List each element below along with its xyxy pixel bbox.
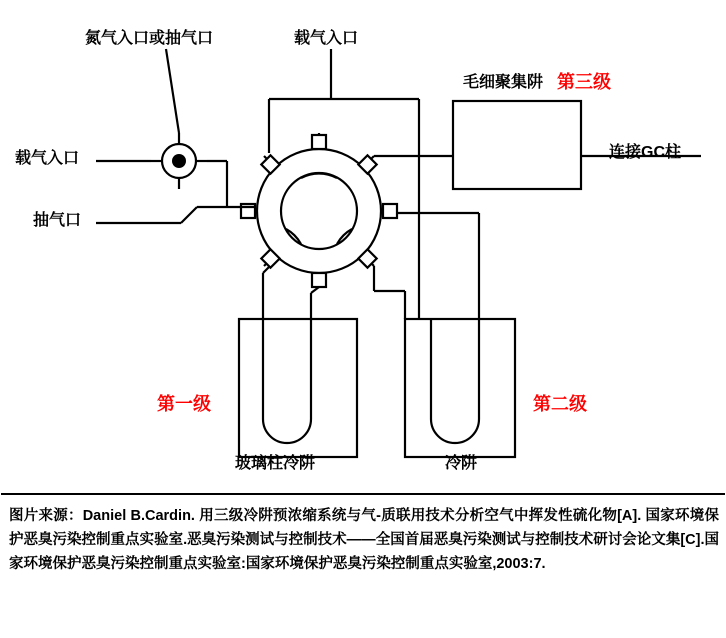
figure-source-caption: [1, 493, 726, 638]
label-gc-column: 连接GC柱: [609, 144, 682, 161]
label-glass-cold-trap: 玻璃柱冷阱: [235, 455, 316, 472]
rotor-arc-right: [337, 229, 352, 244]
label-pump-port: 抽气口: [33, 212, 82, 229]
label-carrier-gas-inlet-top: 载气入口: [294, 30, 359, 47]
selector-valve-hub: [172, 154, 186, 168]
label-stage-one: 第一级: [157, 394, 211, 414]
label-stage-two: 第二级: [533, 394, 587, 414]
stage1-left-to-port: [263, 266, 270, 273]
capillary-trap-box: [453, 101, 581, 189]
valve-port-bottom: [312, 273, 326, 287]
cold-trap-box-1: [239, 319, 357, 457]
label-nitrogen-inlet: 氮气入口或抽气口: [85, 30, 214, 47]
label-capillary-focus-trap: 毛细聚集阱: [463, 74, 544, 91]
label-carrier-gas-inlet-left: 载气入口: [15, 150, 80, 167]
cold-trap-box-2: [405, 319, 515, 457]
valve-port-upper-right: [358, 155, 376, 173]
label-stage-three: 第三级: [557, 72, 611, 92]
diagram-canvas: [1, 1, 726, 493]
caption-text: 图片来源：Daniel B.Cardin. 用三级冷阱预浓缩系统与气-质联用技术分析空气中挥发性硫化物[A]. 国家环境保护恶臭污染控制重点实验室.恶臭污染测试与控制技术——全国首届恶臭污染测试与控制技术研讨会论文集[C].国家环境保护恶臭污染控制重点实验室:国家环境保护恶臭污染控制重点实验室,2003:7.: [9, 508, 719, 572]
valve-port-top: [312, 135, 326, 149]
rotor-arc-left: [286, 229, 301, 244]
valve-inner-ring: [281, 173, 357, 249]
pump-port-line-2: [181, 207, 197, 223]
valve-port-upper-left: [261, 155, 279, 173]
nitrogen-leader-line: [166, 49, 179, 133]
preconcentrator-flow-diagram: [1, 1, 726, 493]
label-cold-trap: 冷阱: [445, 455, 478, 472]
valve-port-right: [383, 204, 397, 218]
